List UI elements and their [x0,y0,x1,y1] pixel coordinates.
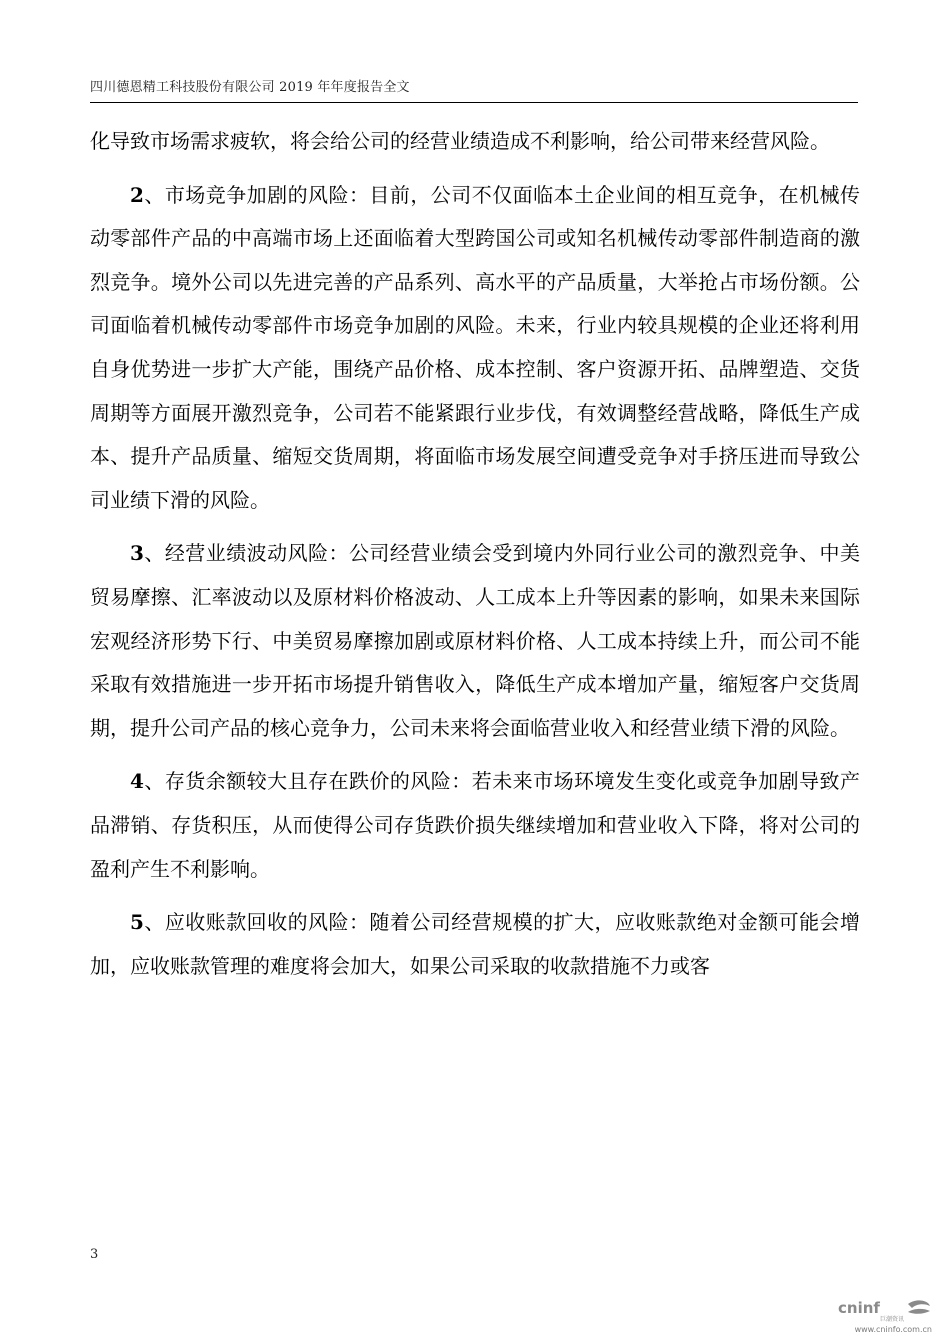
cninfo-url: www.cninfo.com.cn [854,1325,932,1334]
paragraph-risk-5 [90,901,860,988]
page-number: 3 [90,1247,99,1262]
paragraph-number: 4 [130,769,144,794]
svg-text:cninf: cninf [838,1299,880,1317]
paragraph-number: 5 [130,910,144,935]
paragraph-risk-3 [90,532,860,750]
report-header-title: 四川德恩精工科技股份有限公司 2019 年年度报告全文 [90,80,410,95]
paragraph-number: 2 [130,182,144,207]
cninfo-watermark [836,1298,932,1334]
paragraph-text: 、市场竞争加剧的风险：目前，公司不仅面临本土企业间的相互竞争，在机械传动零部件产品的中高端市场上还面临着大型跨国公司或知名机械传动零部件制造商的激烈竞争。境外公司以先进完善的产品系列、高水平的产品质量，大举抢占市场份额。公司面临着机械传动零部件市场竞争加剧的风险。未来，行业内较具规模的企业还将利用自身优势进一步扩大产能，围绕产品价格、成本控制、客户资源开拓、品牌塑造、交货周期等方面展开激烈竞争，公司若不能紧跟行业步伐，有效调整经营战略，降低生产成本、提升产品质量、缩短交货周期，将面临市场发展空间遭受竞争对手挤压进而导致公司业绩下滑的风险。 [90,182,860,512]
paragraph-number: 3 [130,541,144,566]
paragraph-text: 、应收账款回收的风险：随着公司经营规模的扩大，应收账款绝对金额可能会增加，应收账款管理的难度将会加大，如果公司采取的收款措施不力或客 [90,910,860,978]
header-divider [90,102,858,103]
paragraph-text: 、经营业绩波动风险：公司经营业绩会受到境内外同行业公司的激烈竞争、中美贸易摩擦、汇率波动以及原材料价格波动、人工成本上升等因素的影响，如果未来国际宏观经济形势下行、中美贸易摩擦加剧或原材料价格、人工成本持续上升，而公司不能采取有效措施进一步开拓市场提升销售收入，降低生产成本增加产量，缩短客户交货周期，提升公司产品的核心竞争力，公司未来将会面临营业收入和经营业绩下滑的风险。 [90,541,860,740]
paragraph-risk-2 [90,174,860,523]
paragraph-text: 化导致市场需求疲软，将会给公司的经营业绩造成不利影响，给公司带来经营风险。 [90,129,830,153]
cninfo-logo-icon [836,1298,932,1322]
paragraph-risk-4 [90,760,860,891]
svg-text:巨潮资讯: 巨潮资讯 [880,1316,905,1322]
report-body [90,120,860,998]
paragraph-text: 、存货余额较大且存在跌价的风险：若未来市场环境发生变化或竞争加剧导致产品滞销、存货积压，从而使得公司存货跌价损失继续增加和营业收入下降，将对公司的盈利产生不利影响。 [90,769,860,881]
paragraph-continuation [90,120,860,164]
